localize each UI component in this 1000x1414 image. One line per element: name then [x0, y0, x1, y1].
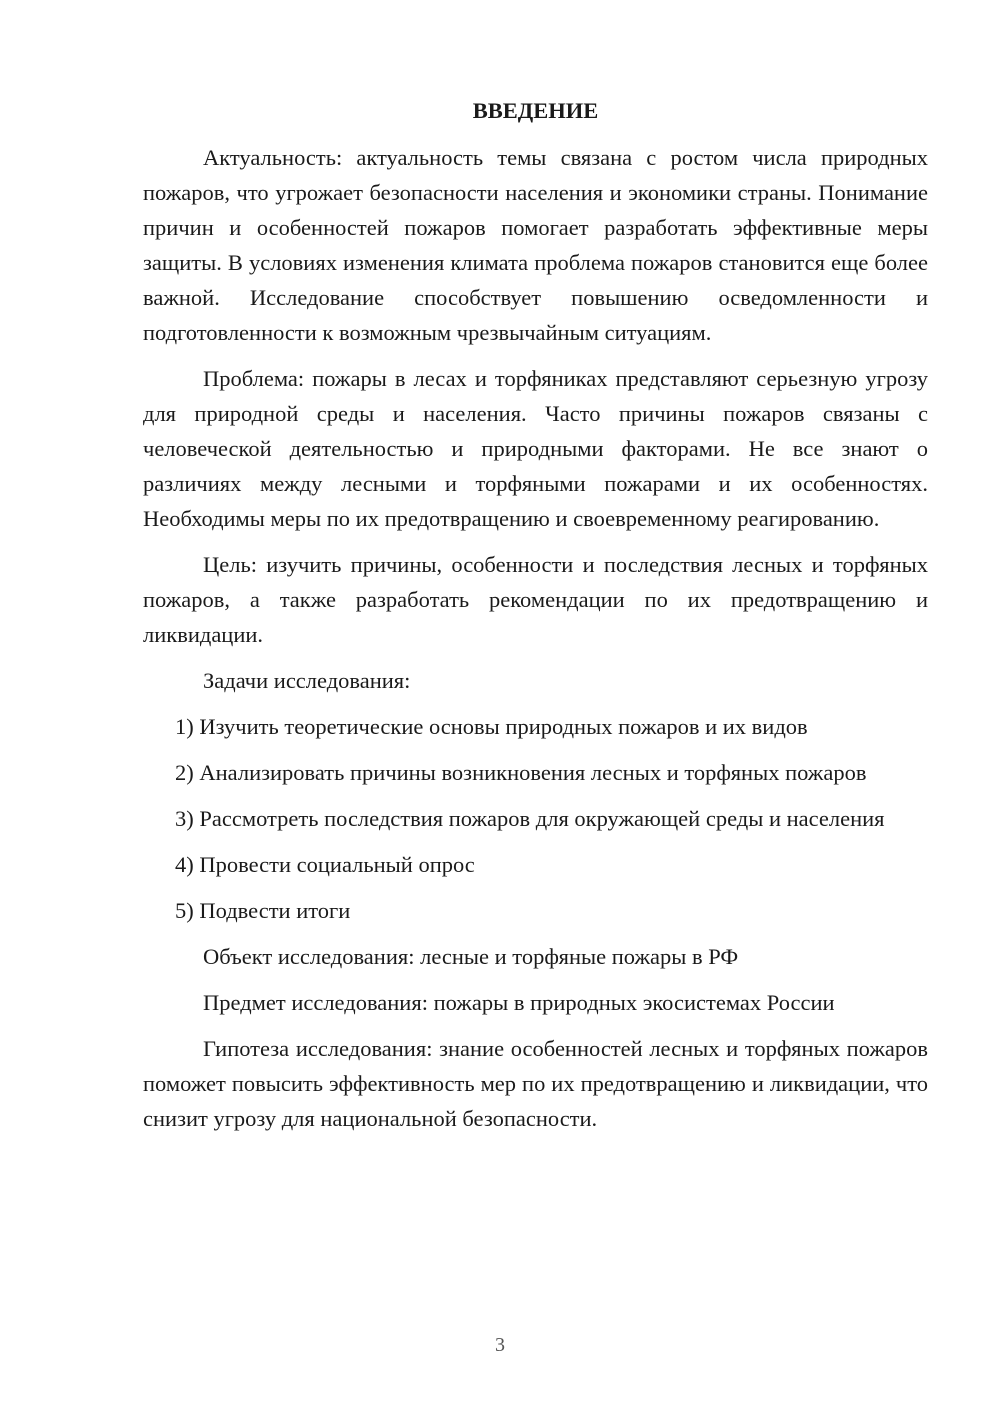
relevance-paragraph: Актуальность: актуальность темы связана с ростом числа природных пожаров, что угрожает безопасности населения и экономики страны. Понимание причин и особенностей пожаров помогает разработать эффективные меры защиты. В условиях изменения климата проблема пожаров становится еще более важной. Исследование способствует повышению осведомленности и подготовленности к возможным чрезвычайным ситуациям.	[143, 145, 928, 345]
subject-paragraph: Предмет исследования: пожары в природных экосистемах России	[203, 990, 835, 1015]
page-number: 3	[495, 1334, 505, 1356]
problem-paragraph: Проблема: пожары в лесах и торфяниках представляют серьезную угрозу для природной среды и населения. Часто причины пожаров связаны с человеческой деятельностью и природными факторами. Не все знают о различиях между лесными и торфяными пожарами и их особенностях. Необходимы меры по их предотвращению и своевременному реагированию.	[143, 366, 928, 531]
task-item-2: 2) Анализировать причины возникновения лесных и торфяных пожаров	[175, 760, 867, 785]
page-content	[143, 93, 928, 1147]
object-paragraph: Объект исследования: лесные и торфяные пожары в РФ	[203, 944, 739, 969]
task-item-3: 3) Рассмотреть последствия пожаров для окружающей среды и населения	[175, 806, 885, 831]
goal-paragraph: Цель: изучить причины, особенности и последствия лесных и торфяных пожаров, а также разработать рекомендации по их предотвращению и ликвидации.	[143, 552, 928, 647]
task-item-1: 1) Изучить теоретические основы природных пожаров и их видов	[175, 714, 808, 739]
tasks-heading: Задачи исследования:	[203, 668, 411, 693]
task-item-5: 5) Подвести итоги	[175, 898, 351, 923]
hypothesis-paragraph: Гипотеза исследования: знание особенностей лесных и торфяных пожаров поможет повысить эффективность мер по их предотвращению и ликвидации, что снизит угрозу для национальной безопасности.	[143, 1036, 928, 1131]
page-title: ВВЕДЕНИЕ	[472, 98, 599, 123]
task-item-4: 4) Провести социальный опрос	[175, 852, 475, 877]
